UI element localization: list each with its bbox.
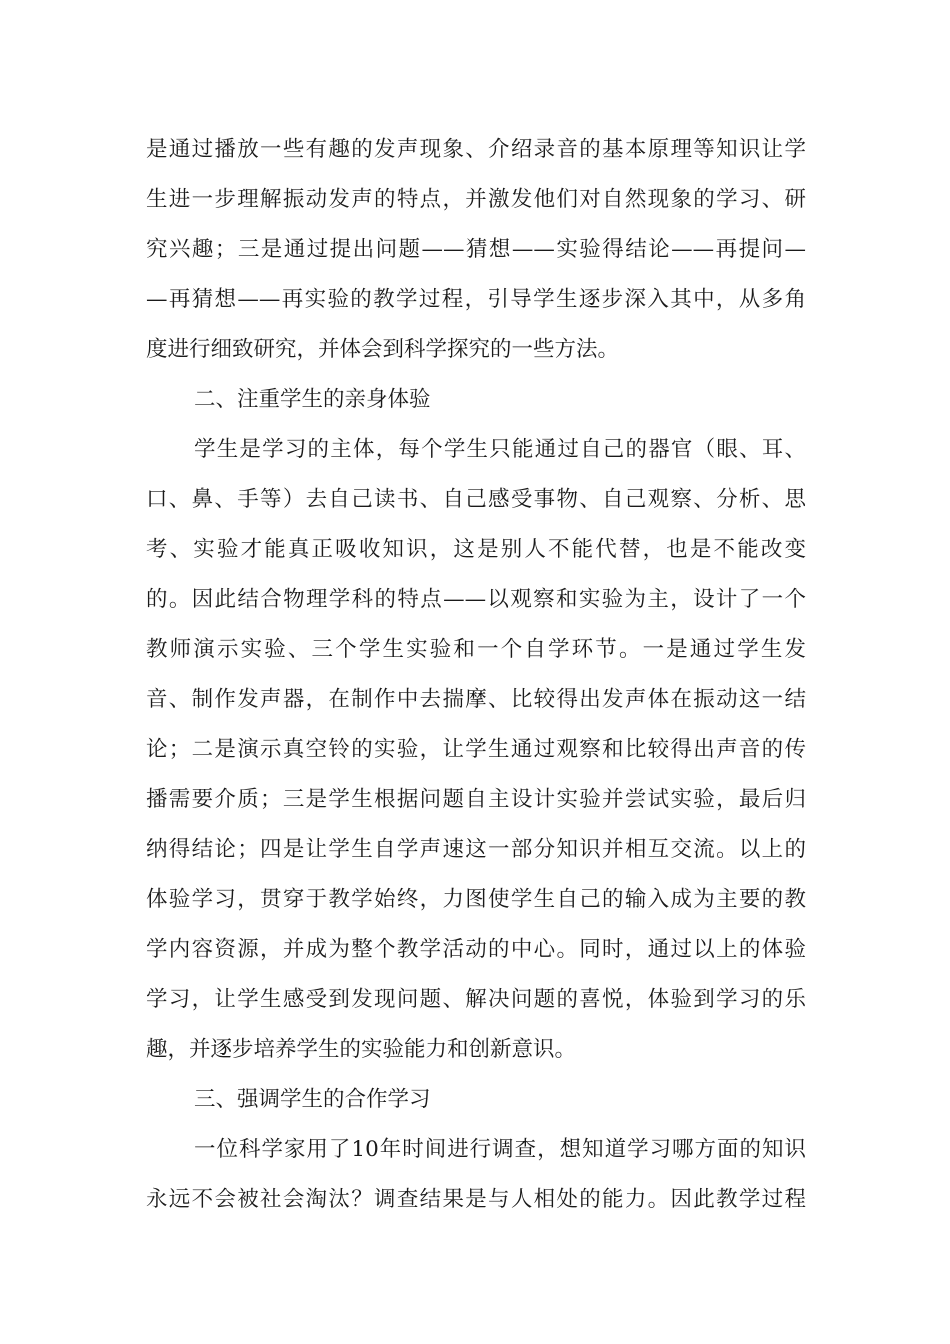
- paragraph-line: 纳得结论；四是让学生自学声速这一部分知识并相互交流。以上的: [146, 837, 806, 862]
- paragraph-line: 究兴趣；三是通过提出问题——猜想——实验得结论——再提问—: [146, 237, 806, 262]
- section-heading: 三、强调学生的合作学习: [194, 1087, 431, 1112]
- paragraph-line: —再猜想——再实验的教学过程，引导学生逐步深入其中，从多角: [146, 287, 806, 312]
- paragraph-line: 学内容资源，并成为整个教学活动的中心。同时，通过以上的体验: [146, 937, 806, 962]
- paragraph-line: 口、鼻、手等）去自己读书、自己感受事物、自己观察、分析、思: [146, 487, 806, 512]
- paragraph-line: 学习，让学生感受到发现问题、解决问题的喜悦，体验到学习的乐: [146, 987, 806, 1012]
- paragraph-line: 学生是学习的主体，每个学生只能通过自己的器官（眼、耳、: [194, 437, 806, 462]
- paragraph-line: 的。因此结合物理学科的特点——以观察和实验为主，设计了一个: [146, 587, 806, 612]
- paragraph-line: 永远不会被社会淘汰？调查结果是与人相处的能力。因此教学过程: [146, 1187, 806, 1212]
- paragraph-line: 体验学习，贯穿于教学始终，力图使学生自己的输入成为主要的教: [146, 887, 806, 912]
- paragraph-line: 音、制作发声器，在制作中去揣摩、比较得出发声体在振动这一结: [146, 687, 806, 712]
- paragraph-line: 趣，并逐步培养学生的实验能力和创新意识。: [146, 1037, 577, 1062]
- paragraph-line: 是通过播放一些有趣的发声现象、介绍录音的基本原理等知识让学: [146, 137, 806, 162]
- paragraph-line: 一位科学家用了10年时间进行调查，想知道学习哪方面的知识: [194, 1137, 806, 1162]
- paragraph-line: 考、实验才能真正吸收知识，这是别人不能代替，也是不能改变: [146, 537, 806, 562]
- paragraph-line: 播需要介质；三是学生根据问题自主设计实验并尝试实验，最后归: [146, 787, 806, 812]
- section-heading: 二、注重学生的亲身体验: [194, 387, 431, 412]
- paragraph-line: 度进行细致研究，并体会到科学探究的一些方法。: [146, 337, 620, 362]
- paragraph-line: 论；二是演示真空铃的实验，让学生通过观察和比较得出声音的传: [146, 737, 806, 762]
- paragraph-line: 生进一步理解振动发声的特点，并激发他们对自然现象的学习、研: [146, 187, 806, 212]
- paragraph-line: 教师演示实验、三个学生实验和一个自学环节。一是通过学生发: [146, 637, 806, 662]
